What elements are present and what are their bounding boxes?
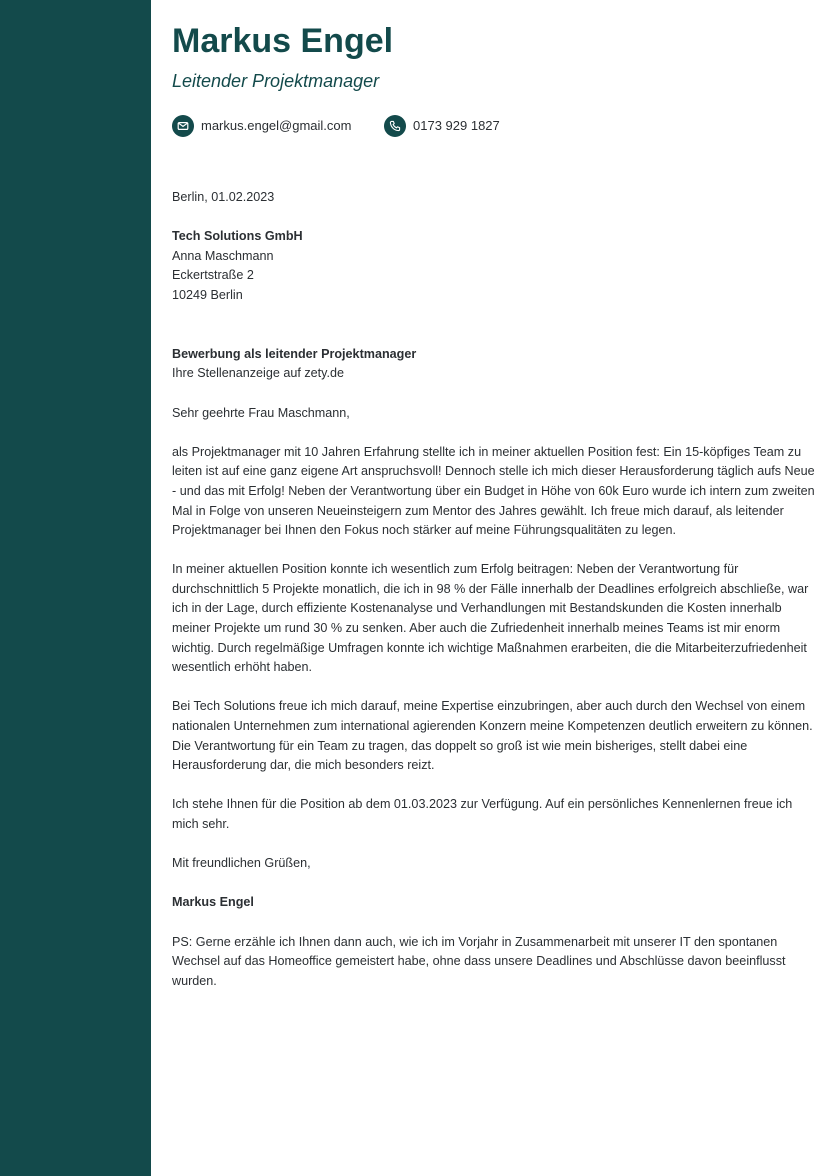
mail-icon <box>172 115 194 137</box>
subject-line: Bewerbung als leitender Projektmanager <box>172 346 417 361</box>
paragraph: Ich stehe Ihnen für die Position ab dem 01.03.2023 zur Verfügung. Auf ein persönliches Kennenlernen freue ich mich sehr. <box>172 797 793 831</box>
sidebar-accent-bar <box>0 0 151 1176</box>
salutation: Sehr geehrte Frau Maschmann, <box>172 405 350 420</box>
paragraph: Bei Tech Solutions freue ich mich darauf, meine Expertise einzubringen, aber auch durch den Wechsel von einem nationalen Unternehmen zum international agierenden Konzern meine Kompetenzen deutlich erweitern zu können. Die Verantwortung für ein Team zu tragen, das doppelt so groß ist wie mein bisheriges, stellt dabei eine Herausforderung dar, die mich besonders reizt. <box>172 699 813 773</box>
postscript: PS: Gerne erzähle ich Ihnen dann auch, wie ich im Vorjahr in Zusammenarbeit mit unserer IT den spontanen Wechsel auf das Homeoffice gemeistert habe, ohne dass unsere Deadlines und Abschlüsse davon beeinflusst wurden. <box>172 934 786 988</box>
contact-phone[interactable] <box>384 114 500 137</box>
subject-block <box>172 345 822 384</box>
applicant-name: Markus Engel <box>172 22 394 60</box>
phone-text[interactable]: 0173 929 1827 <box>413 118 500 133</box>
reference-line: Ihre Stellenanzeige auf zety.de <box>172 366 344 381</box>
recipient-address <box>172 227 822 305</box>
applicant-job-title: Leitender Projektmanager <box>172 71 380 91</box>
recipient-street: Eckertstraße 2 <box>172 268 254 283</box>
recipient-company: Tech Solutions GmbH <box>172 229 303 244</box>
paragraph: als Projektmanager mit 10 Jahren Erfahrung stellte ich in meiner aktuellen Position fest: Ein 15-köpfiges Team zu leiten ist auf eine ganz eigene Art anspruchsvoll! Dennoch stelle ich mich dieser Herausforderung täglich aufs Neue - und das mit Erfolg! Neben der Verantwortung über ein Budget in Höhe von 60k Euro wurde ich intern zum zweiten Mal in Folge von unseren Neueinsteigern zum Mentor des Jahres gewählt. Ich freue mich darauf, als leitender Projektmanager bei Ihnen den Fokus noch stärker auf meine Führungsqualitäten zu legen. <box>172 444 815 538</box>
email-text[interactable]: markus.engel@gmail.com <box>201 118 352 133</box>
recipient-city: 10249 Berlin <box>172 287 243 302</box>
letter-body <box>172 188 822 1011</box>
spacer <box>172 325 822 345</box>
place-date: Berlin, 01.02.2023 <box>172 190 275 204</box>
phone-icon <box>384 115 406 137</box>
recipient-person: Anna Maschmann <box>172 248 274 263</box>
signature: Markus Engel <box>172 895 254 910</box>
closing: Mit freundlichen Grüßen, <box>172 856 311 871</box>
paragraph: In meiner aktuellen Position konnte ich wesentlich zum Erfolg beitragen: Neben der Verantwortung für durchschnittlich 5 Projekte monatlich, die ich in 98 % der Fälle innerhalb der Deadlines erfolgreich abschließe, war ich in der Lage, durch effiziente Kostenanalyse und Verhandlungen mit Bestandskunden die Kosten innerhalb meiner Projekte um rund 30 % zu senken. Aber auch die Zufriedenheit innerhalb meines Teams ist mir enorm wichtig. Durch regelmäßige Umfragen konnte ich wichtige Maßnahmen erarbeiten, die die Mitarbeiterzufriedenheit wesentlich erhöht haben. <box>172 562 809 675</box>
contact-email[interactable] <box>172 114 351 137</box>
